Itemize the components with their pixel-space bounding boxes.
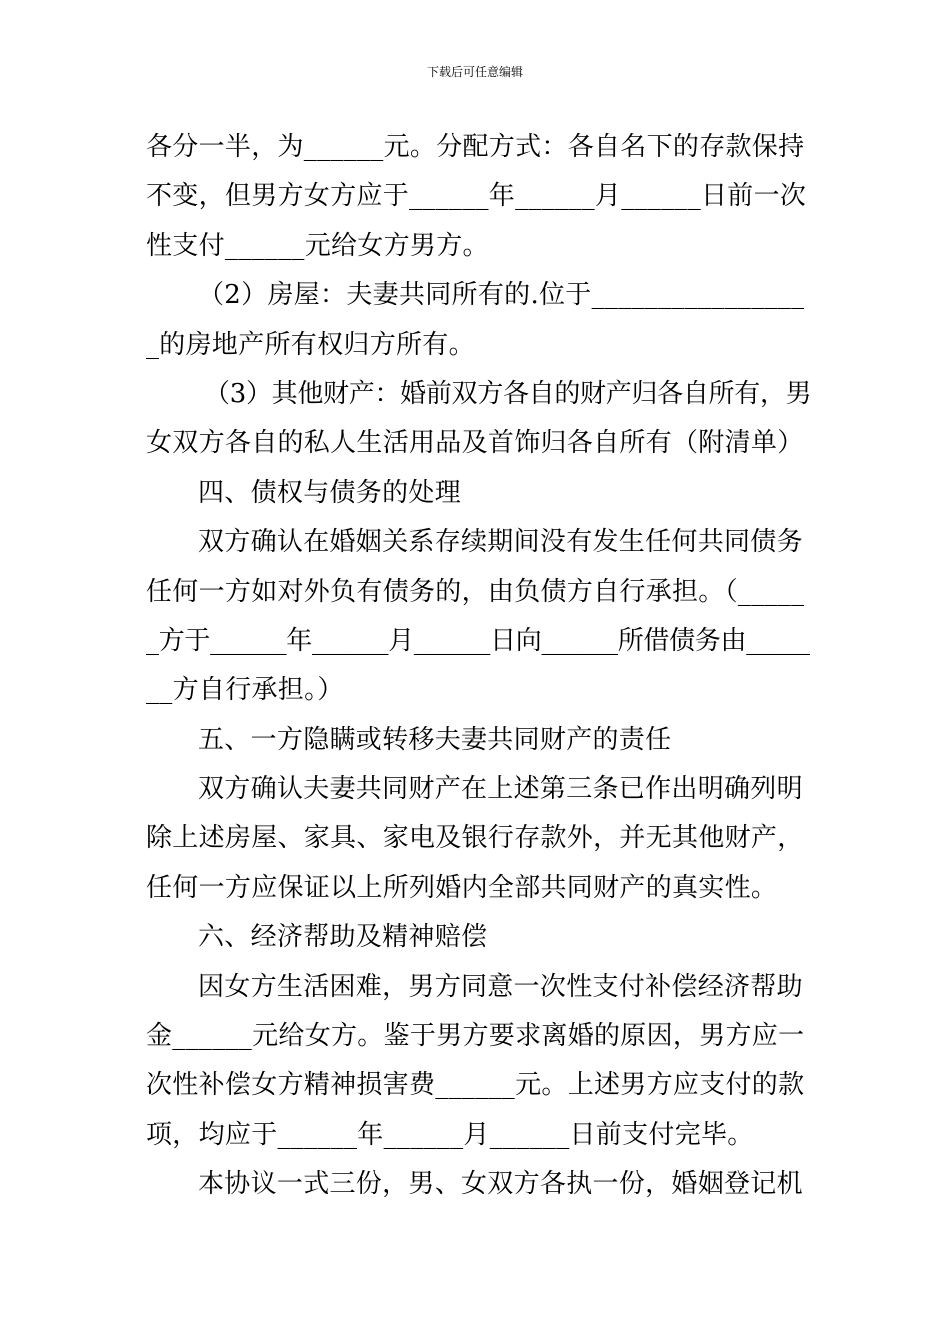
text-line: 除上述房屋、家具、家电及银行存款外，并无其他财产， bbox=[146, 823, 804, 854]
text-line: 任何一方如对外负有债务的，由负债方自行承担。（_____ bbox=[146, 576, 805, 607]
document-body bbox=[146, 123, 811, 1210]
section-heading: 六、经济帮助及精神赔偿 bbox=[198, 922, 488, 953]
text-line: 项，均应于______年______月______日前支付完毕。 bbox=[146, 1119, 754, 1150]
page-header-note: 下载后可任意编辑 bbox=[426, 65, 523, 79]
section-heading: 四、债权与债务的处理 bbox=[198, 477, 462, 508]
text-line: 女双方各自的私人生活用品及首饰归各自所有（附清单） bbox=[146, 428, 804, 459]
text-line: 金______元给女方。鉴于男方要求离婚的原因，男方应一 bbox=[146, 1021, 805, 1052]
paragraph-first-line: 本协议一式三份，男、女双方各执一份，婚姻登记机 bbox=[198, 1169, 803, 1200]
text-line: _方于______年______月______日向______所借债务由_____ bbox=[146, 625, 810, 656]
paragraph-first-line: 因女方生活困难，男方同意一次性支付补偿经济帮助 bbox=[198, 971, 803, 1002]
text-line: 不变，但男方女方应于______年______月______日前一次 bbox=[146, 181, 807, 212]
text-line: _的房地产所有权归方所有。 bbox=[146, 329, 475, 360]
paragraph-first-line: 双方确认在婚姻关系存续期间没有发生任何共同债务 bbox=[198, 527, 803, 558]
section-heading: 五、一方隐瞒或转移夫妻共同财产的责任 bbox=[198, 724, 672, 755]
paragraph-first-line: 双方确认夫妻共同财产在上述第三条已作出明确列明 bbox=[198, 774, 803, 805]
text-line: 次性补偿女方精神损害费______元。上述男方应支付的款 bbox=[146, 1070, 805, 1101]
text-line: __方自行承担。） bbox=[146, 675, 344, 706]
text-line: 任何一方应保证以上所列婚内全部共同财产的真实性。 bbox=[146, 872, 778, 903]
text-line: 各分一半，为______元。分配方式：各自名下的存款保持 bbox=[146, 132, 805, 162]
paragraph-first-line: （2）房屋：夫妻共同所有的.位于________________ bbox=[198, 280, 805, 311]
paragraph-first-line: （3）其他财产：婚前双方各自的财产归各自所有，男 bbox=[204, 378, 812, 409]
text-line: 性支付______元给女方男方。 bbox=[146, 230, 489, 261]
